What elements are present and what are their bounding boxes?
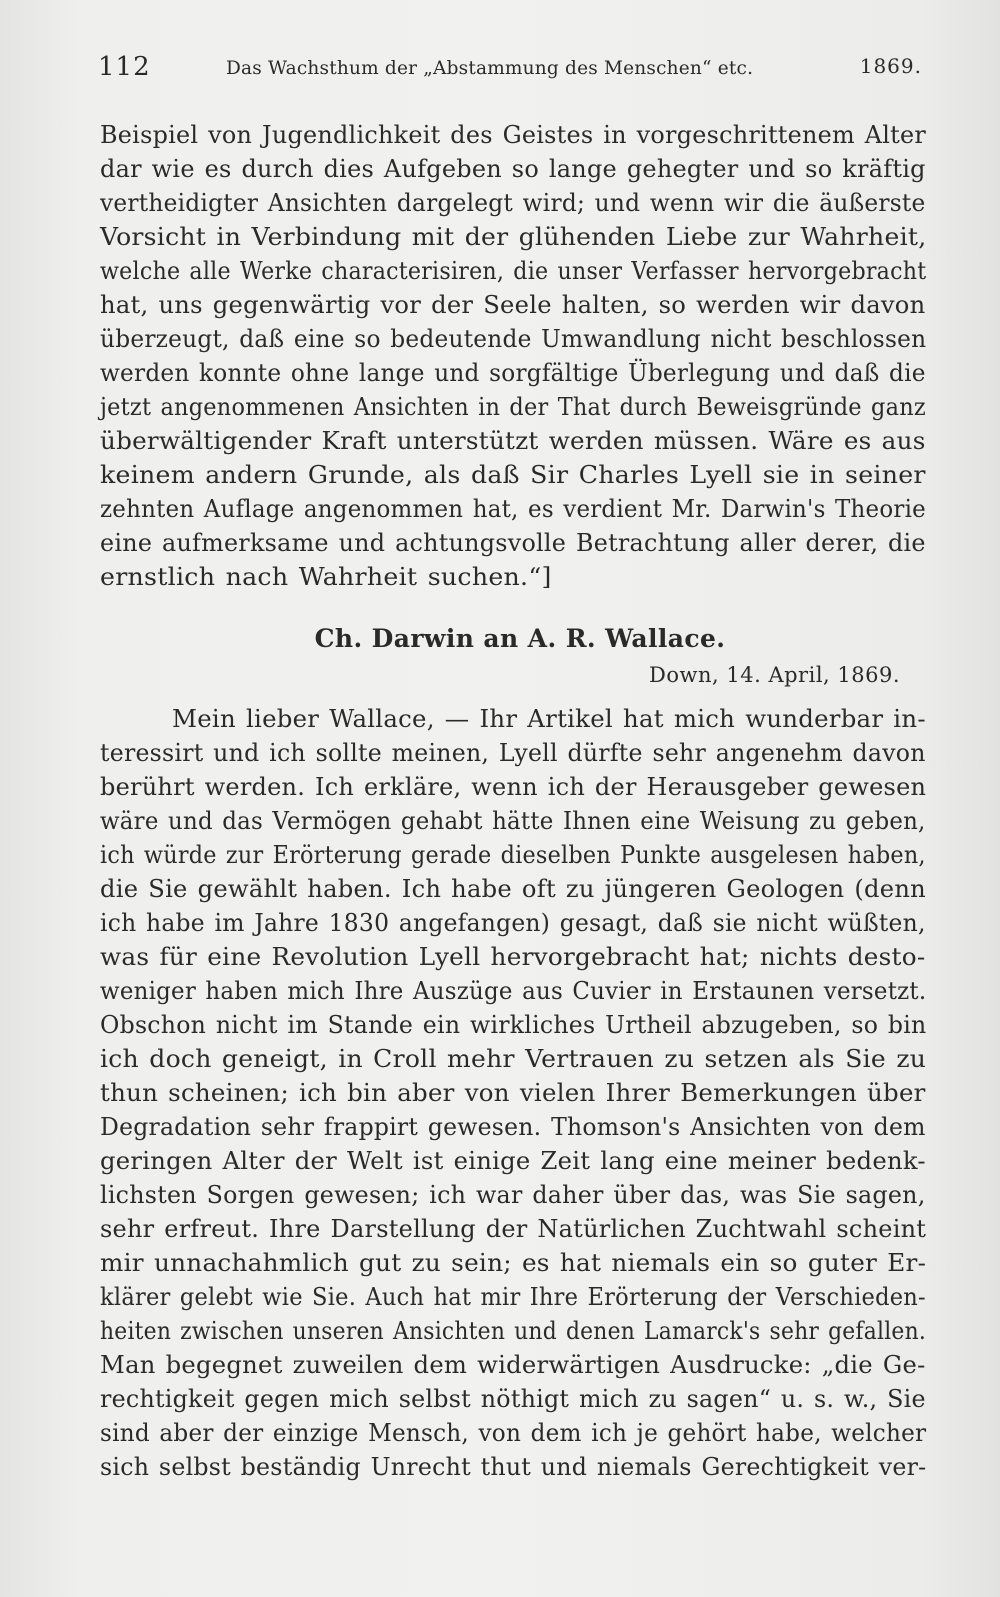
text-line: hat, uns gegenwärtig vor der Seele halten, so werden wir davon <box>100 291 926 319</box>
letter-heading: Ch. Darwin an A. R. Wallace. <box>314 624 726 653</box>
text-line: berührt werden. Ich erkläre, wenn ich der Herausgeber gewesen <box>100 773 927 801</box>
letter-dateline: Down, 14. April, 1869. <box>649 663 900 687</box>
text-line: geringen Alter der Welt ist einige Zeit lang eine meiner bedenk- <box>100 1147 926 1175</box>
text-line: teressirt und ich sollte meinen, Lyell dürfte sehr angenehm davon <box>100 739 926 767</box>
text-line: Vorsicht in Verbindung mit der glühenden Liebe zur Wahrheit, <box>100 223 927 251</box>
text-line: Man begegnet zuweilen dem widerwärtigen Ausdrucke: „die Ge- <box>100 1351 926 1379</box>
running-header <box>98 52 924 82</box>
text-line: keinem andern Grunde, als daß Sir Charles Lyell sie in seiner <box>100 461 926 489</box>
text-line: jetzt angenommenen Ansichten in der That durch Beweisgründe ganz <box>100 393 926 421</box>
header-year: 1869. <box>859 54 922 78</box>
text-line: Mein lieber Wallace, — Ihr Artikel hat mich wunderbar in- <box>172 705 926 733</box>
text-line: zehnten Auflage angenommen hat, es verdient Mr. Darwin's Theorie <box>100 495 926 523</box>
page-number: 112 <box>98 52 151 82</box>
text-line: weniger haben mich Ihre Auszüge aus Cuvier in Erstaunen versetzt. <box>100 977 927 1005</box>
text-line: sich selbst beständig Unrecht thut und niemals Gerechtigkeit ver- <box>100 1453 927 1481</box>
text-line: Degradation sehr frappirt gewesen. Thomson's Ansichten von dem <box>100 1113 926 1141</box>
text-line: was für eine Revolution Lyell hervorgebracht hat; nichts desto- <box>100 943 926 971</box>
text-line: klärer gelebt wie Sie. Auch hat mir Ihre Erörterung der Verschieden- <box>100 1283 926 1311</box>
text-line: ich habe im Jahre 1830 angefangen) gesagt, daß sie nicht wüßten, <box>100 909 926 937</box>
text-line: die Sie gewählt haben. Ich habe oft zu jüngeren Geologen (denn <box>100 875 926 903</box>
text-line: rechtigkeit gegen mich selbst nöthigt mich zu sagen“ u. s. w., Sie <box>100 1385 926 1413</box>
text-line: überwältigender Kraft unterstützt werden müssen. Wäre es aus <box>100 427 926 455</box>
text-line: Obschon nicht im Stande ein wirkliches Urtheil abzugeben, so bin <box>100 1011 927 1039</box>
text-line: Beispiel von Jugendlichkeit des Geistes in vorgeschrittenem Alter <box>100 121 927 149</box>
text-line: vertheidigter Ansichten dargelegt wird; und wenn wir die äußerste <box>100 189 926 217</box>
text-line: thun scheinen; ich bin aber von vielen Ihrer Bemerkungen über <box>100 1079 926 1107</box>
text-line: ernstlich nach Wahrheit suchen.“] <box>100 563 552 591</box>
text-line: werden konnte ohne lange und sorgfältige Überlegung und daß die <box>100 359 926 387</box>
text-line: sehr erfreut. Ihre Darstellung der Natürlichen Zuchtwahl scheint <box>100 1215 927 1243</box>
text-line: mir unnachahmlich gut zu sein; es hat niemals ein so guter Er- <box>100 1249 927 1277</box>
text-line: wäre und das Vermögen gehabt hätte Ihnen eine Weisung zu geben, <box>100 807 926 835</box>
text-line: dar wie es durch dies Aufgeben so lange gehegter und so kräftig <box>100 155 926 183</box>
running-title: Das Wachsthum der „Abstammung des Menschen“ etc. <box>226 58 754 79</box>
text-line: eine aufmerksame und achtungsvolle Betrachtung aller derer, die <box>100 529 926 557</box>
text-line: sind aber der einzige Mensch, von dem ich je gehört habe, welcher <box>100 1419 927 1447</box>
text-line: überzeugt, daß eine so bedeutende Umwandlung nicht beschlossen <box>100 325 927 353</box>
text-line: heiten zwischen unseren Ansichten und denen Lamarck's sehr gefallen. <box>100 1317 927 1345</box>
text-line: lichsten Sorgen gewesen; ich war daher über das, was Sie sagen, <box>100 1181 926 1209</box>
text-line: ich würde zur Erörterung gerade dieselben Punkte ausgelesen haben, <box>100 841 926 869</box>
text-line: welche alle Werke characterisiren, die unser Verfasser hervorgebracht <box>100 257 927 285</box>
text-line: ich doch geneigt, in Croll mehr Vertrauen zu setzen als Sie zu <box>100 1045 927 1073</box>
